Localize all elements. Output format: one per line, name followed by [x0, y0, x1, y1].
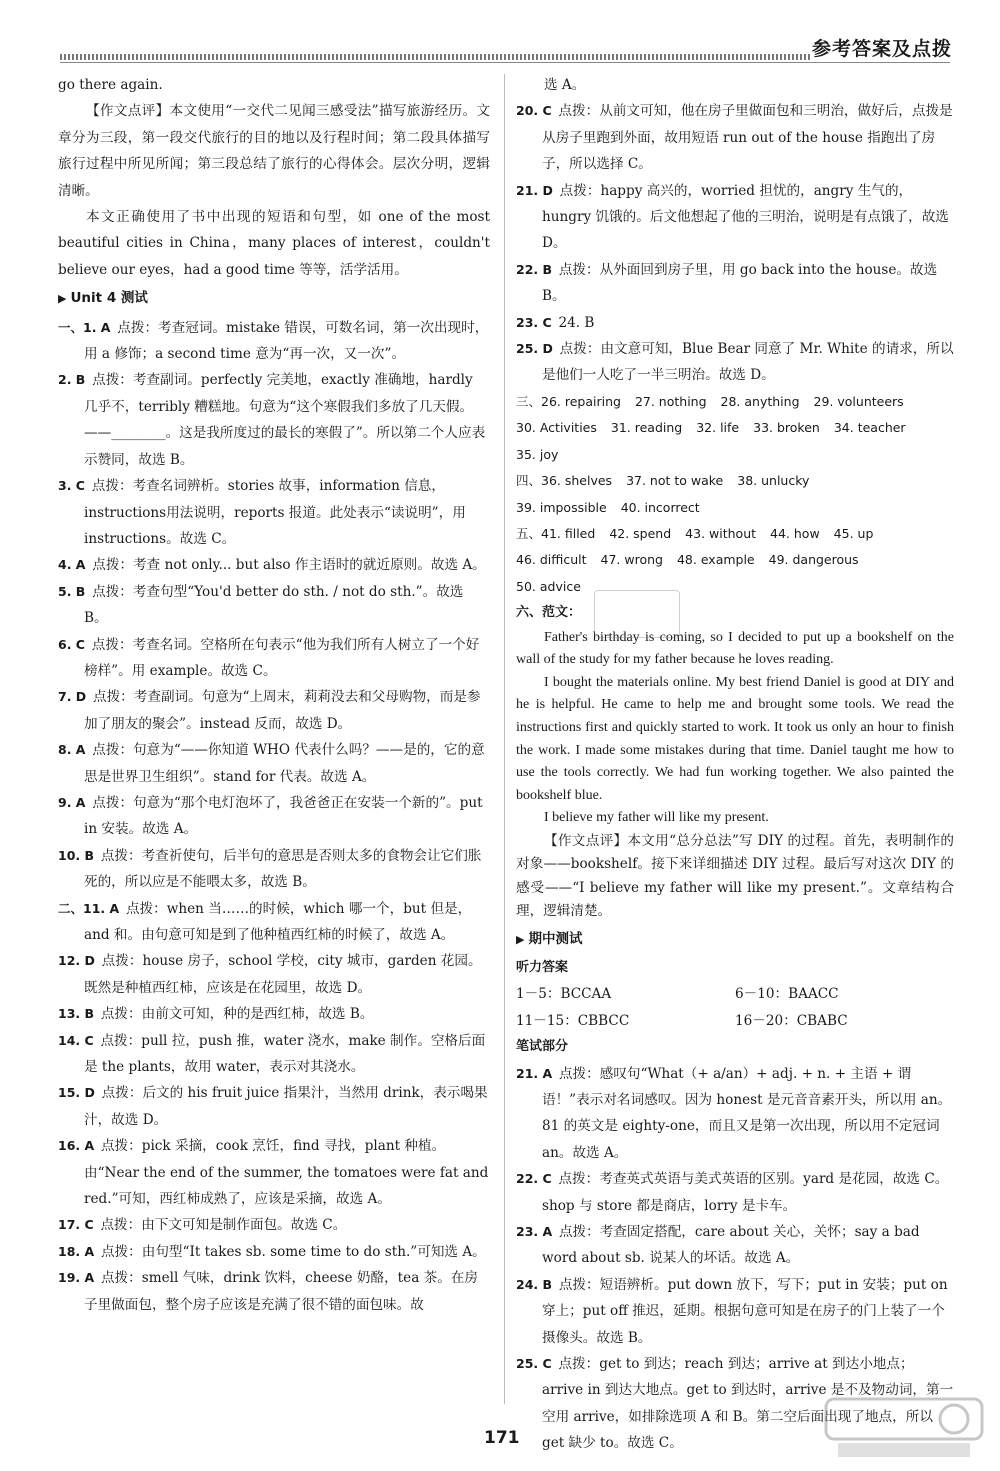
fill-answer: 47. wrong: [600, 552, 663, 568]
answer-number: 2. B: [58, 372, 86, 388]
fill-answer: 46. difficult: [516, 552, 587, 568]
answer-explanation: 点拨：考查名词辨析。stories 故事，information 信息，instructions用法说明，reports 报道。此处表示“读说明”，用 instructions。故选 C。: [84, 478, 466, 547]
answer-number: 12. D: [58, 953, 95, 969]
answer-number: 13. B: [58, 1006, 95, 1022]
answer-explanation: 点拨：短语辨析。put down 放下，写下；put in 安装；put on 穿上；put off 推迟，延期。根据句意可知是在房子的门上装了一个摄像头。故选 B。: [542, 1276, 948, 1346]
answer-item: [516, 336, 954, 389]
answer-explanation: 点拨：由下文可知是制作面包。故选 C。: [100, 1217, 347, 1234]
answer-explanation: 点拨：句意为“——你知道 WHO 代表什么吗？——是的，它的意思是世界卫生组织”。stand for 代表。故选 A。: [84, 742, 485, 785]
answer-item: [516, 1272, 954, 1351]
fill-answer: 35. joy: [516, 446, 559, 462]
written-heading: 笔试部分: [516, 1039, 569, 1055]
fill-answer: 45. up: [833, 525, 874, 541]
answer-item: [516, 257, 954, 310]
column-divider: [504, 74, 505, 1404]
answer-item: [516, 98, 954, 177]
answer-explanation: 点拨：get to 到达；reach 到达；arrive at 到达小地点；arrive in 到达大地点。get to 到达时，arrive 是不及物动词，第一空用 arrive，如排除选项 A 和 B。第二空后面出现了地点，所以 get 缺少 to。故选 C。: [542, 1356, 954, 1452]
answer-item: [58, 473, 490, 552]
essay-review-2: 本文正确使用了书中出现的短语和句型，如 one of the most beautiful cities in China，many places of interest，couldn't believe our eyes，had a good time 等等，活学活用。: [58, 209, 490, 278]
essay-paragraph: I believe my father will like my present.: [544, 810, 769, 826]
answer-item: [516, 178, 954, 257]
answer-number: 3. C: [58, 478, 85, 494]
left-column: [58, 72, 490, 1318]
answer-item: [58, 843, 490, 896]
answer-item: [58, 737, 490, 790]
answer-number: 14. C: [58, 1032, 94, 1048]
fill-answer: 42. spend: [609, 525, 672, 541]
answer-item: [516, 1061, 954, 1167]
answer-number: 16. A: [58, 1138, 95, 1154]
answer-number: 10. B: [58, 847, 95, 863]
triangle-icon: ▶: [58, 292, 67, 306]
right-answer-list: [516, 98, 954, 388]
essay-label: 六、范文：: [516, 605, 582, 621]
answer-number: 21. D: [516, 182, 553, 198]
answer-item: [58, 1265, 490, 1318]
header-dotted-rule: [60, 54, 812, 60]
answer-explanation: 点拨：感叹句“What（+ a/an）+ adj. + n. + 主语 + 谓语！”表示对名词感叹。因为 honest 是元音音素开头，所以用 an。81 的英文是 eighty-one，而且又是第一次出现，所以用不定冠词 an。故选 A。: [542, 1065, 952, 1161]
listening-row: [516, 981, 954, 1007]
answer-explanation: 点拨：pull 拉，push 推，water 浇水，make 制作。空格后面是 the plants，故用 water，表示对其浇水。: [84, 1032, 486, 1076]
fill-answer: 31. reading: [610, 420, 683, 436]
fill-answer: 40. incorrect: [620, 499, 700, 515]
listening-answer: 11－15：CBBCC: [516, 1012, 630, 1029]
fill-row: [516, 468, 954, 494]
answer-number: 20. C: [516, 103, 552, 119]
answer-item: [58, 315, 490, 368]
model-essay: [516, 627, 954, 830]
answer-explanation: 点拨：从前文可知，他在房子里做面包和三明治，做好后，点拨是从房子里跑到外面，故用短语 run out of the house 指跑出了房子，所以选择 C。: [542, 103, 953, 173]
answer-item: [516, 310, 954, 336]
answer-number: 22. C: [516, 1171, 552, 1187]
fill-row: [516, 521, 954, 547]
answer-explanation: 点拨：考查冠词。mistake 错误，可数名词，第一次出现时，用 a 修饰；a second time 意为“再一次，又一次”。: [84, 319, 489, 363]
answer-item: [58, 632, 490, 685]
answer-explanation: 点拨：when 当……的时候，which 哪一个，but 但是，and 和。由句意可知是到了他种植西红柿的时候了，故选 A。: [84, 900, 472, 943]
answer-explanation: 点拨：句意为“那个电灯泡坏了，我爸爸正在安装一个新的”。put in 安装。故选 A。: [84, 794, 483, 838]
fill-answer: 32. life: [696, 420, 740, 436]
left-answer-list: [58, 315, 490, 1318]
answer-item: [516, 1219, 954, 1272]
answer-number: 25. D: [516, 341, 553, 357]
fill-answer: 37. not to wake: [626, 473, 724, 489]
fill-answer: 29. volunteers: [813, 393, 904, 409]
answer-item: [58, 1080, 490, 1133]
site-logo: [824, 1397, 984, 1461]
midterm-heading: ▶ 期中测试: [516, 926, 954, 953]
page-number: 171: [484, 1428, 520, 1448]
answer-explanation: 点拨：考查副词。perfectly 完美地，exactly 准确地，hardly 几乎不，terribly 糟糕地。句意为“这个寒假我们多放了几天假。——________。这是我所度过的最长的寒假了”。所以第二个人应表示赞同，故选 B。: [84, 372, 486, 468]
answer-number: 5. B: [58, 583, 86, 599]
triangle-icon: ▶: [516, 932, 525, 946]
fill-row: [516, 574, 954, 600]
answer-item: [58, 1028, 490, 1081]
answer-item: [58, 367, 490, 473]
fill-row: [516, 442, 954, 468]
header-title: 参考答案及点拨: [811, 38, 952, 60]
answer-explanation: 点拨：从外面回到房子里，用 go back into the house。故选 B。: [542, 261, 938, 305]
answer-item: [58, 896, 490, 949]
fill-answer: 28. anything: [720, 393, 800, 409]
answer-item: [58, 579, 490, 632]
unit-4-heading: ▶ Unit 4 测试: [58, 285, 490, 312]
answer-number: 9. A: [58, 794, 86, 810]
answer-explanation: 点拨：考查 not only... but also 作主语时的就近原则。故选 A。: [92, 557, 486, 574]
answer-number: 25. C: [516, 1356, 552, 1371]
listening-heading: 听力答案: [516, 959, 569, 975]
answer-number: 4. A: [58, 557, 86, 573]
listening-answer: 6－10：BAACC: [735, 986, 839, 1003]
answer-item: [58, 684, 490, 737]
answer-item: [58, 1133, 490, 1212]
answer-explanation: 点拨：happy 高兴的，worried 担忧的，angry 生气的，hungry 饥饿的。后文他想起了他的三明治，说明是有点饿了，故选 D。: [542, 182, 949, 252]
answer-explanation: 点拨：由前文可知，种的是西红柿，故选 B。: [100, 1006, 374, 1023]
stamp-graphic: [594, 590, 680, 638]
answer-explanation: 点拨：考查固定搭配，care about 关心，关怀；say a bad word about sb. 说某人的坏话。故选 A。: [542, 1223, 920, 1267]
answer-explanation: 24. B: [558, 314, 595, 331]
answer-explanation: 点拨：smell 气味，drink 饮料，cheese 奶酪，tea 茶。在房子里做面包，整个房子应该是充满了很不错的面包味。故: [84, 1270, 478, 1313]
answer-item: [58, 552, 490, 578]
continued-line: 选 A。: [544, 77, 586, 93]
answer-item: [58, 790, 490, 843]
answer-number: 6. C: [58, 636, 85, 652]
answer-explanation: 点拨：后文的 his fruit juice 指果汁，当然用 drink，表示喝果汁，故选 D。: [84, 1085, 488, 1128]
fill-answer: 34. teacher: [833, 420, 906, 436]
fill-answer: 27. nothing: [634, 393, 707, 409]
fill-row: [516, 389, 954, 415]
fill-answer: 38. unlucky: [737, 473, 810, 489]
listening-row: [516, 1008, 954, 1034]
fill-answer: 49. dangerous: [768, 552, 859, 568]
fill-answer: 43. without: [685, 525, 757, 541]
answer-number: 19. A: [58, 1270, 95, 1286]
fill-answer: 三、26. repairing: [516, 393, 621, 409]
fill-answer: 48. example: [676, 552, 755, 568]
answer-number: 18. A: [58, 1243, 95, 1259]
answer-number: 21. A: [516, 1065, 553, 1081]
answer-number: 17. C: [58, 1217, 94, 1233]
fill-answer: 30. Activities: [516, 420, 597, 436]
answer-number: 22. B: [516, 261, 553, 277]
answer-number: 24. B: [516, 1276, 553, 1292]
answer-explanation: 点拨：house 房子，school 学校，city 城市，garden 花园。既然是种植西红柿，应该是在花园里，故选 D。: [84, 953, 482, 996]
answer-explanation: 点拨：pick 采摘，cook 烹饪，find 寻找，plant 种植。由“Near the end of the summer, the tomatoes were fat and red.”可知，西红柿成熟了，应该是采摘，故选 A。: [84, 1138, 489, 1208]
fill-row: [516, 495, 954, 521]
answer-explanation: 点拨：考查副词。句意为“上周末，莉莉没去和父母购物，而是参加了朋友的聚会”。instead 反而，故选 D。: [84, 689, 481, 732]
fill-in-answers: [516, 389, 954, 600]
fill-answer: 44. how: [770, 525, 820, 541]
fill-row: [516, 547, 954, 573]
answer-item: [516, 1166, 954, 1219]
answer-explanation: 点拨：考查名词。空格所在句表示“他为我们所有人树立了一个好榜样”。用 example。故选 C。: [84, 636, 480, 679]
answer-number: 23. A: [516, 1223, 553, 1239]
listening-answer: 1－5：BCCAA: [516, 986, 612, 1003]
intro-line: go there again.: [58, 77, 163, 93]
answer-item: [58, 1239, 490, 1265]
fill-answer: 五、41. filled: [516, 525, 596, 541]
answer-number: 一、1. A: [58, 319, 111, 335]
answer-explanation: 点拨：由文意可知，Blue Bear 同意了 Mr. White 的请求，所以是他们一人吃了一半三明治。故选 D。: [542, 341, 954, 384]
answer-number: 15. D: [58, 1085, 95, 1101]
answer-number: 二、11. A: [58, 900, 120, 916]
answer-number: 8. A: [58, 742, 86, 758]
right-column: [516, 72, 954, 1457]
answer-number: 7. D: [58, 689, 87, 705]
header-rule: [60, 62, 950, 63]
answer-item: [58, 1001, 490, 1027]
fill-answer: 33. broken: [753, 420, 820, 436]
essay-paragraph: Father's birthday is coming, so I decided to put up a bookshelf on the wall of the study for my father because he loves reading.: [516, 629, 954, 668]
listening-answer: 16－20：CBABC: [735, 1012, 848, 1029]
essay-review-1: 【作文点评】本文使用“一交代二见闻三感受法”描写旅游经历。文章分为三段，第一段交代旅行的目的地以及行程时间；第二段具体描写旅行过程中所见所闻；第三段总结了旅行的心得体会。层次分明，逻辑清晰。: [58, 103, 490, 199]
answer-explanation: 点拨：考查句型“You'd better do sth. / not do sth.”。故选 B。: [84, 583, 464, 627]
answer-explanation: 点拨：由句型“It takes sb. some time to do sth.”可知选 A。: [100, 1243, 486, 1260]
answer-item: [58, 1212, 490, 1238]
answer-explanation: 点拨：考查祈使句，后半句的意思是否则太多的食物会让它们胀死的，所以应是不能喂太多，故选 B。: [84, 847, 482, 891]
fill-answer: 39. impossible: [516, 499, 607, 515]
fill-answer: 50. advice: [516, 578, 581, 594]
essay-review: 【作文点评】本文用“总分总法”写 DIY 的过程。首先，表明制作的对象——bookshelf。接下来详细描述 DIY 过程。最后写对这次 DIY 的感受——“I believe my father will like my present.”。文章结构合理，逻辑清楚。: [516, 832, 954, 920]
fill-answer: 四、36. shelves: [516, 473, 613, 489]
answer-item: [58, 948, 490, 1001]
essay-paragraph: I bought the materials online. My best friend Daniel is good at DIY and he is helpful. He came to help me and brought some tools. We read the instructions first and quickly started to work. It took us only an hour to finish the work. I made some mistakes during that time. Daniel taught me how to use the tools correctly. We had fun working together. We also painted the bookshelf blue.: [516, 674, 954, 803]
answer-explanation: 点拨：考查英式英语与美式英语的区别。yard 是花园，故选 C。shop 与 store 都是商店，lorry 是卡车。: [542, 1171, 949, 1214]
listening-answers: [516, 981, 954, 1034]
answer-number: 23. C: [516, 314, 552, 330]
fill-row: [516, 415, 954, 441]
